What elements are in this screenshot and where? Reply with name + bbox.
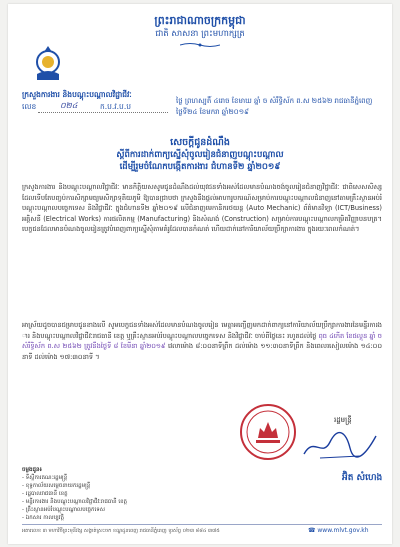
paragraph-1-text: ក្រសួងការងារ និងបណ្តុះបណ្តាលវិជ្ជាជីវៈ មានកិត្តិយសសូមជូនដំណឹងដល់យុវជនទាំងអស់ដែលមានបំណងចង់ចូលរៀនជំនាញវិជ្ជាជីវៈ ជាពិសេសសិស្សដែលទើបតែបញ្ចប់ការសិក្សាមធ្យមសិក្សាទុតិយភូមិ ឱ្យបានជ្រាបថា ក្រសួងនឹងផ្តល់អាហារូបករណ៍សម្រាប់ការបណ្តុះបណ្តាលជំនាញនៅតាមគ្រឹះស្ថានអប់រំបណ្តុះបណ្តាលបច្ចេកទេស និងវិជ្ជាជីវៈ ក្នុងជំហានទី២ ឆ្នាំ២០១៩ លើជំនាញមេកានិករថយន្ត (22, 183, 382, 212)
paragraph-1f-text: សម្រាប់ការបណ្តុះបណ្តាលកម្រិតវិញ្ញាបនបត្រ។ បេក្ខជនដែលមានបំណងចូលរៀនត្រូវបំពេញពាក្យស្នើសុំតាមគំរូដែលបានកំណត់ ហើយដាក់នៅការិយាល័យប្រឹក្សាការងារ ក្នុងរយៈពេលកំណត់។ (22, 214, 382, 233)
subject-line-1: ស្តីពីការដាក់ពាក្យស្នើសុំចូលរៀនជំនាញបណ្តុះបណ្តាល (116, 150, 284, 160)
reference-label: លេខ (22, 102, 37, 111)
footer-divider (22, 524, 382, 525)
issue-date: ថ្ងៃ ព្រហស្បតិ៍ ៤រោច ខែមាឃ ឆ្នាំ ច សំរឹទ្ធិស័ក ព.ស ២៥៦២ រាជធានីភ្នំពេញ ថ្ងៃទី២៤ ខែមករា ឆ្នាំ២០១៩ (176, 97, 373, 116)
body-paragraph-2 (22, 320, 382, 362)
paragraph-1e-text: និងសំណង់ (192, 214, 220, 223)
reference-code: ក.ប.វ.ប.ប (100, 102, 131, 111)
copy-to-label: ចម្លងជូន៖ (22, 467, 42, 473)
signer-role: រដ្ឋមន្ត្រី (334, 416, 352, 424)
document-page (8, 4, 392, 544)
reference-dotted-line (38, 112, 168, 113)
paragraph-1b-text: ព័ត៌មានវិទ្យា (303, 204, 333, 212)
kingdom-title: ព្រះរាជាណាចក្រកម្ពុជា (154, 14, 246, 27)
signer-name: អ៊ិត សំហេង (342, 473, 383, 483)
subject-line-2: ដើម្បីរួមចំណែកបង្កើតការងារ ជំហានទី២ ឆ្នាំ២០១៩ (119, 162, 281, 172)
recipient-line: - ឯកសារ កាលប្បវត្តិ (22, 515, 65, 521)
recipient-line: - ខុទ្ទកាល័យសម្តេចនាយករដ្ឋមន្ត្រី (22, 483, 91, 489)
footer-address: អគារលេខ ៣ មហាវិថីព្រះមុនីវង្ស សង្កាត់ស្រះចក ខណ្ឌដូនពេញ រាជធានីភ្នំពេញ ទូរស័ព្ទ ០២៣ ៨៨៤ ៣៧៥ (22, 528, 220, 534)
term-construction: (Construction) (221, 214, 269, 223)
ministry-name: ក្រសួងការងារ និងបណ្តុះបណ្តាលវិជ្ជាជីវៈ (22, 90, 132, 99)
paragraph-2-text: អាស្រ័យដូចបានជម្រាបជូនខាងលើ សូមបេក្ខជនទាំងអស់ដែលមានបំណងចូលរៀន មេត្តាអញ្ជើញមកដាក់ពាក្យនៅការិយាល័យប្រឹក្សាការងារនៃមន្ទីរការងារ និងបណ្តុះបណ្តាលវិជ្ជាជីវៈរាជធានី ខេត្ត ឬគ្រឹះស្ថានអប់រំបណ្តុះបណ្តាលបច្ចេកទេស និងវិជ្ជាជីវៈ ចាប់ពីថ្ងៃនេះ រហូតដល់ថ្ងៃ (22, 321, 382, 340)
term-electrical-works: (Electrical Works) (43, 214, 102, 223)
recipient-line: - គ្រឹះស្ថានអប់រំបណ្តុះបណ្តាលបច្ចេកទេស (22, 507, 105, 513)
reference-number: ០២៤ (60, 101, 78, 110)
recipient-line: - មន្ទីរការងារ និងបណ្តុះបណ្តាលវិជ្ជាជីវៈរាជធានី ខេត្ត (22, 499, 128, 505)
term-auto-mechanic: (Auto Mechanic) (246, 204, 301, 212)
recipient-line: - ទីស្តីការគណៈរដ្ឋមន្ត្រី (22, 475, 68, 481)
phone-icon: ☎ www.mlvt.gov.kh (308, 527, 369, 534)
official-seal-icon (238, 402, 298, 462)
copy-to-list (22, 466, 192, 522)
handwritten-signature-icon (300, 428, 380, 464)
ministry-logo-icon (32, 44, 64, 82)
deadline-handwritten: ពុធ ៤កើត ខែផល្គុន ឆ្នាំ ច សំរឹទ្ធិស័ក ព.ស ២៥៦២ ត្រូវនឹងថ្ងៃទី ៨ ខែមីនា ឆ្នាំ២០១៩ (22, 331, 382, 350)
national-motto: ជាតិ សាសនា ព្រះមហាក្សត្រ (155, 29, 245, 39)
paragraph-1c-text: អគ្គិសនី (22, 214, 41, 223)
document-heading: សេចក្តីជូនដំណឹង (170, 137, 230, 148)
recipient-line: - រដ្ឋបាលរាជធានី ខេត្ត (22, 491, 68, 497)
term-manufacturing: (Manufacturing) (137, 214, 191, 223)
signature-block (238, 402, 388, 492)
footer-website: www.mlvt.gov.kh (317, 527, 369, 534)
ornament-divider-icon (180, 42, 220, 48)
body-paragraph-1 (22, 182, 382, 235)
paragraph-2b-text: វេលាម៉ោង ៨:០០នាទីព្រឹក ដល់ម៉ោង ១១:៣០នាទីព្រឹក និងពេលរសៀលម៉ោង ១៤:០០នាទី ដល់ម៉ោង ១៧:៣០នាទី ។ (22, 342, 382, 361)
paragraph-1d-text: ការផលិតកម្ម (103, 214, 135, 223)
term-ict-business: (ICT/Business) (334, 204, 382, 212)
